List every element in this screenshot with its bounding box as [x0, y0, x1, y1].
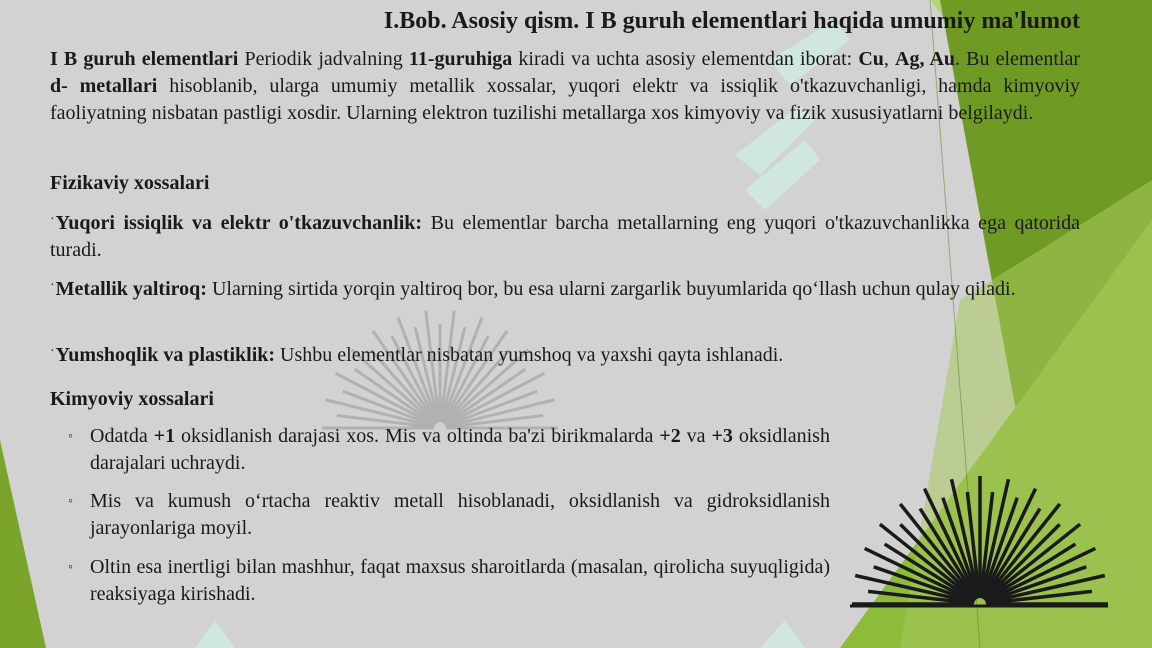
item-text: Ularning sirtida yorqin yaltiroq bor, bu esa ularni zargarlik buyumlarida qo‘llash uchun qulay qiladi.	[206, 278, 1016, 300]
physical-item	[50, 206, 1080, 264]
item-label: Yuqori issiqlik va elektr o'tkazuvchanlik:	[55, 212, 423, 234]
item-text: Oltin esa inertligi bilan mashhur, faqat maxsus sharoitlarda (masalan, qirolicha suyuqligida) reaksiyaga kirishadi.	[90, 556, 830, 605]
item-text: oksidlanish darajalari uchraydi.	[90, 425, 830, 474]
item-text: va	[680, 425, 712, 447]
oxidation-state: +1	[153, 425, 176, 447]
item-label: Metallik yaltiroq:	[55, 278, 207, 300]
item-text: Odatda	[90, 425, 154, 447]
item-text: Bu elementlar barcha metallarning eng yuqori o'tkazuvchanlikka ega qatorida turadi.	[50, 212, 1080, 261]
slide-title: I.Bob. Asosiy qism. I B guruh elementlari haqida umumiy ma'lumot	[383, 8, 1080, 34]
term-group-name: I B guruh elementlari	[50, 48, 239, 70]
intro-text: kiradi va uchta asosiy elementdan iborat:	[512, 48, 859, 70]
intro-text: . Bu elementlar	[955, 48, 1081, 70]
physical-item	[50, 272, 1080, 303]
oxidation-state: +2	[659, 425, 681, 447]
term-group-number: 11-guruhiga	[408, 48, 513, 70]
element-ag-au: Ag, Au	[895, 48, 956, 70]
item-text: Ushbu elementlar nisbatan yumshoq va yaxshi qayta ishlanadi.	[275, 344, 784, 366]
bullet-dot: ·	[50, 278, 55, 293]
bullet-ring: ◦	[68, 560, 73, 575]
physical-heading: Fizikaviy xossalari	[50, 172, 210, 194]
chemical-item	[68, 554, 830, 608]
chemical-heading: Kimyoviy xossalari	[50, 388, 214, 410]
physical-item	[50, 338, 1080, 369]
item-text: oksidlanish darajasi xos. Mis va oltinda ba'zi birikmalarda	[175, 425, 660, 447]
bullet-ring: ◦	[68, 494, 73, 509]
oxidation-state: +3	[711, 425, 733, 447]
item-label: Yumshoqlik va plastiklik:	[55, 344, 276, 366]
intro-text: hisoblanib, ularga umumiy metallik xossalar, yuqori elektr va issiqlik o'tkazuvchanligi, hamda kimyoviy faoliyatning nisbatan pastligi xosdir. Ularning elektron tuzilishi metallarga xos kimyoviy va fizik xususiyatlarni belgilaydi.	[50, 75, 1080, 124]
bullet-dot: ·	[50, 212, 55, 227]
element-cu: Cu	[858, 48, 884, 70]
chemical-item	[68, 423, 830, 477]
term-d-metals: d- metallari	[50, 75, 158, 97]
chemical-item	[68, 488, 830, 542]
intro-text: ,	[883, 48, 896, 70]
intro-text: Periodik jadvalning	[238, 48, 409, 70]
bullet-dot: ·	[50, 344, 55, 359]
bullet-ring: ◦	[68, 429, 73, 444]
intro-paragraph	[50, 46, 1080, 127]
item-text: Mis va kumush o‘rtacha reaktiv metall hisoblanadi, oksidlanish va gidroksidlanish jarayonlariga moyil.	[90, 490, 830, 539]
